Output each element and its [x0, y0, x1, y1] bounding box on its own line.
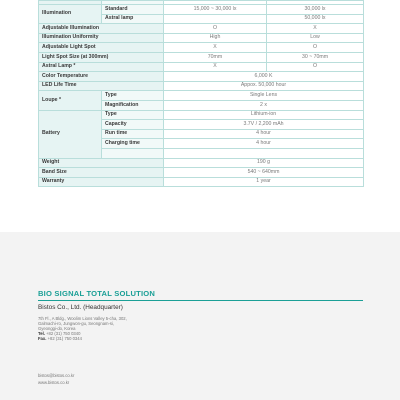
table-row: [39, 33, 364, 43]
web-contacts: [38, 373, 74, 386]
spec-value: High: [164, 33, 267, 43]
table-row: [39, 91, 364, 101]
spec-value: 190 g: [164, 158, 364, 168]
fax-value: +82 (31) 750 0344: [47, 336, 82, 342]
spec-value: 540 ~ 640mm: [164, 168, 364, 178]
table-row: [39, 5, 364, 15]
spec-value: 30 ~ 70mm: [267, 52, 364, 62]
spec-category: Astral Lamp *: [39, 62, 164, 72]
spec-category: Adjustable Illumination: [39, 24, 164, 34]
table-row: [39, 24, 364, 34]
spec-value: 30,000 lx: [267, 5, 364, 15]
table-row: [39, 52, 364, 62]
table-row: [39, 72, 364, 82]
spec-table: [38, 0, 364, 187]
address-line: Gyeonggi-do, Korea: [38, 326, 76, 332]
spec-category: Weight: [39, 158, 164, 168]
spec-subcategory: Astral lamp: [102, 14, 164, 24]
table-row: [39, 43, 364, 53]
spec-category: Band Size: [39, 168, 164, 178]
contact-footer: [0, 232, 400, 400]
spec-category: Illumination Uniformity: [39, 33, 164, 43]
spec-value: 3.7V / 2,200 mAh: [164, 120, 364, 130]
website-link[interactable]: www.bistos.co.kr: [38, 379, 70, 385]
address-block: [38, 316, 127, 341]
spec-value: [164, 148, 364, 158]
spec-value: Single Lens: [164, 91, 364, 101]
spec-category: Illumination: [39, 5, 102, 24]
spec-subcategory: Charging time: [102, 139, 164, 149]
spec-value: 1 year: [164, 177, 364, 187]
spec-value: 6,000 K: [164, 72, 364, 82]
spec-category: Adjustable Light Spot: [39, 43, 164, 53]
table-row: [39, 168, 364, 178]
spec-subcategory: Run time: [102, 129, 164, 139]
spec-value: X: [164, 62, 267, 72]
spec-category: LED Life Time: [39, 81, 164, 91]
table-row: [39, 62, 364, 72]
tel-label: Tel.: [38, 331, 45, 337]
spec-value: O: [164, 24, 267, 34]
spec-category: Loupe *: [39, 91, 102, 110]
spec-value: Lithium-ion: [164, 110, 364, 120]
spec-subcategory: [102, 148, 164, 158]
spec-value: Appox. 50,000 hour: [164, 81, 364, 91]
table-row: [39, 177, 364, 187]
spec-value: 15,000 ~ 30,000 lx: [164, 5, 267, 15]
spec-value: X: [164, 43, 267, 53]
spec-value: Low: [267, 33, 364, 43]
spec-value: 4 hour: [164, 139, 364, 149]
spec-category: Battery: [39, 110, 102, 158]
spec-subcategory: Type: [102, 91, 164, 101]
spec-value: [164, 14, 267, 24]
fax-label: Fax.: [38, 336, 47, 342]
company-name: Bistos Co., Ltd. (Headquarter): [38, 304, 123, 311]
address-line: 7th Fl., A Bldg., Woolim Lions Valley 5-cha, 302,: [38, 316, 127, 321]
tel-value: +82 (31) 750 0340: [46, 331, 81, 337]
brand-tagline: BIO SIGNAL TOTAL SOLUTION: [38, 289, 156, 298]
spec-category: Color Temperature: [39, 72, 164, 82]
divider: [38, 300, 363, 301]
spec-value: 50,000 lx: [267, 14, 364, 24]
spec-category: Warranty: [39, 177, 164, 187]
spec-category: Light Spot Size (at 300mm): [39, 52, 164, 62]
table-row: [39, 81, 364, 91]
spec-subcategory: Capacity: [102, 120, 164, 130]
spec-value: X: [267, 24, 364, 34]
spec-value: 4 hour: [164, 129, 364, 139]
fax-line: [38, 336, 127, 341]
spec-value: O: [267, 62, 364, 72]
spec-value: 2 x: [164, 100, 364, 110]
spec-value: O: [267, 43, 364, 53]
table-row: [39, 110, 364, 120]
spec-subcategory: Type: [102, 110, 164, 120]
address-line: Galmachi-ro, Jungwon-gu, Seongnam-si,: [38, 321, 115, 327]
table-row: [39, 158, 364, 168]
spec-value: 70mm: [164, 52, 267, 62]
spec-subcategory: Magnification: [102, 100, 164, 110]
email-link[interactable]: bistos@bistos.co.kr: [38, 373, 75, 378]
spec-subcategory: Standard: [102, 5, 164, 15]
